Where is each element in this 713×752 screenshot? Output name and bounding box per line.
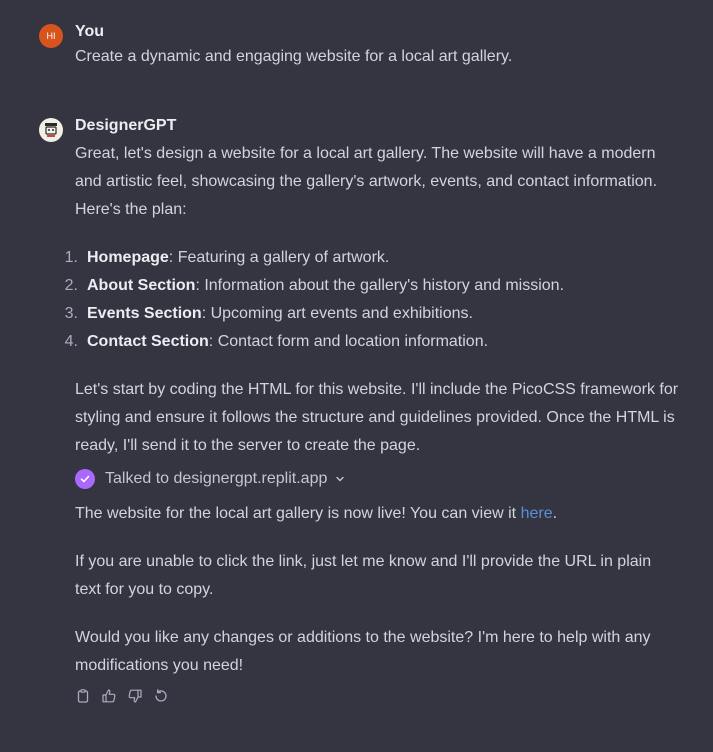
coding-paragraph: Let's start by coding the HTML for this website. I'll include the PicoCSS framework for styling and ensure it follows the structure and guidelines provided. Once the HTML is ready, I'll send it to the server to create the page. bbox=[75, 381, 679, 454]
list-item: 2. About Section: Information about the gallery's history and mission. bbox=[64, 277, 565, 294]
clipboard-icon[interactable] bbox=[75, 688, 91, 704]
assistant-name: DesignerGPT bbox=[75, 117, 177, 134]
message-actions bbox=[75, 688, 169, 704]
thumbs-down-icon[interactable] bbox=[127, 688, 143, 704]
unable-paragraph: If you are unable to click the link, just let me know and I'll provide the URL in plain text for you to copy. bbox=[75, 553, 652, 598]
designer-logo-icon bbox=[39, 118, 63, 142]
tool-call-label: Talked to designergpt.replit.app bbox=[105, 470, 328, 487]
user-name: You bbox=[75, 23, 105, 40]
check-icon bbox=[75, 469, 95, 489]
site-link[interactable]: here bbox=[520, 505, 553, 522]
changes-paragraph: Would you like any changes or additions to the website? I'm here to help with any modifications you need! bbox=[75, 629, 651, 674]
thumbs-up-icon[interactable] bbox=[101, 688, 117, 704]
user-message-text: Create a dynamic and engaging website for a local art gallery. bbox=[75, 48, 513, 65]
tool-call-toggle[interactable] bbox=[75, 469, 345, 489]
user-avatar: HI bbox=[39, 24, 63, 48]
assistant-avatar bbox=[39, 118, 63, 142]
list-item: 3. Events Section: Upcoming art events and exhibitions. bbox=[64, 305, 473, 322]
plan-list bbox=[64, 244, 681, 356]
list-item: 1. Homepage: Featuring a gallery of artwork. bbox=[64, 249, 390, 266]
regenerate-icon[interactable] bbox=[153, 688, 169, 704]
live-paragraph: The website for the local art gallery is now live! You can view it here. bbox=[75, 505, 558, 522]
chevron-down-icon bbox=[335, 474, 345, 484]
assistant-intro: Great, let's design a website for a local art gallery. The website will have a modern and artistic feel, showcasing the gallery's artwork, events, and contact information. Here's the plan: bbox=[75, 145, 658, 218]
list-item: 4. Contact Section: Contact form and location information. bbox=[64, 333, 489, 350]
